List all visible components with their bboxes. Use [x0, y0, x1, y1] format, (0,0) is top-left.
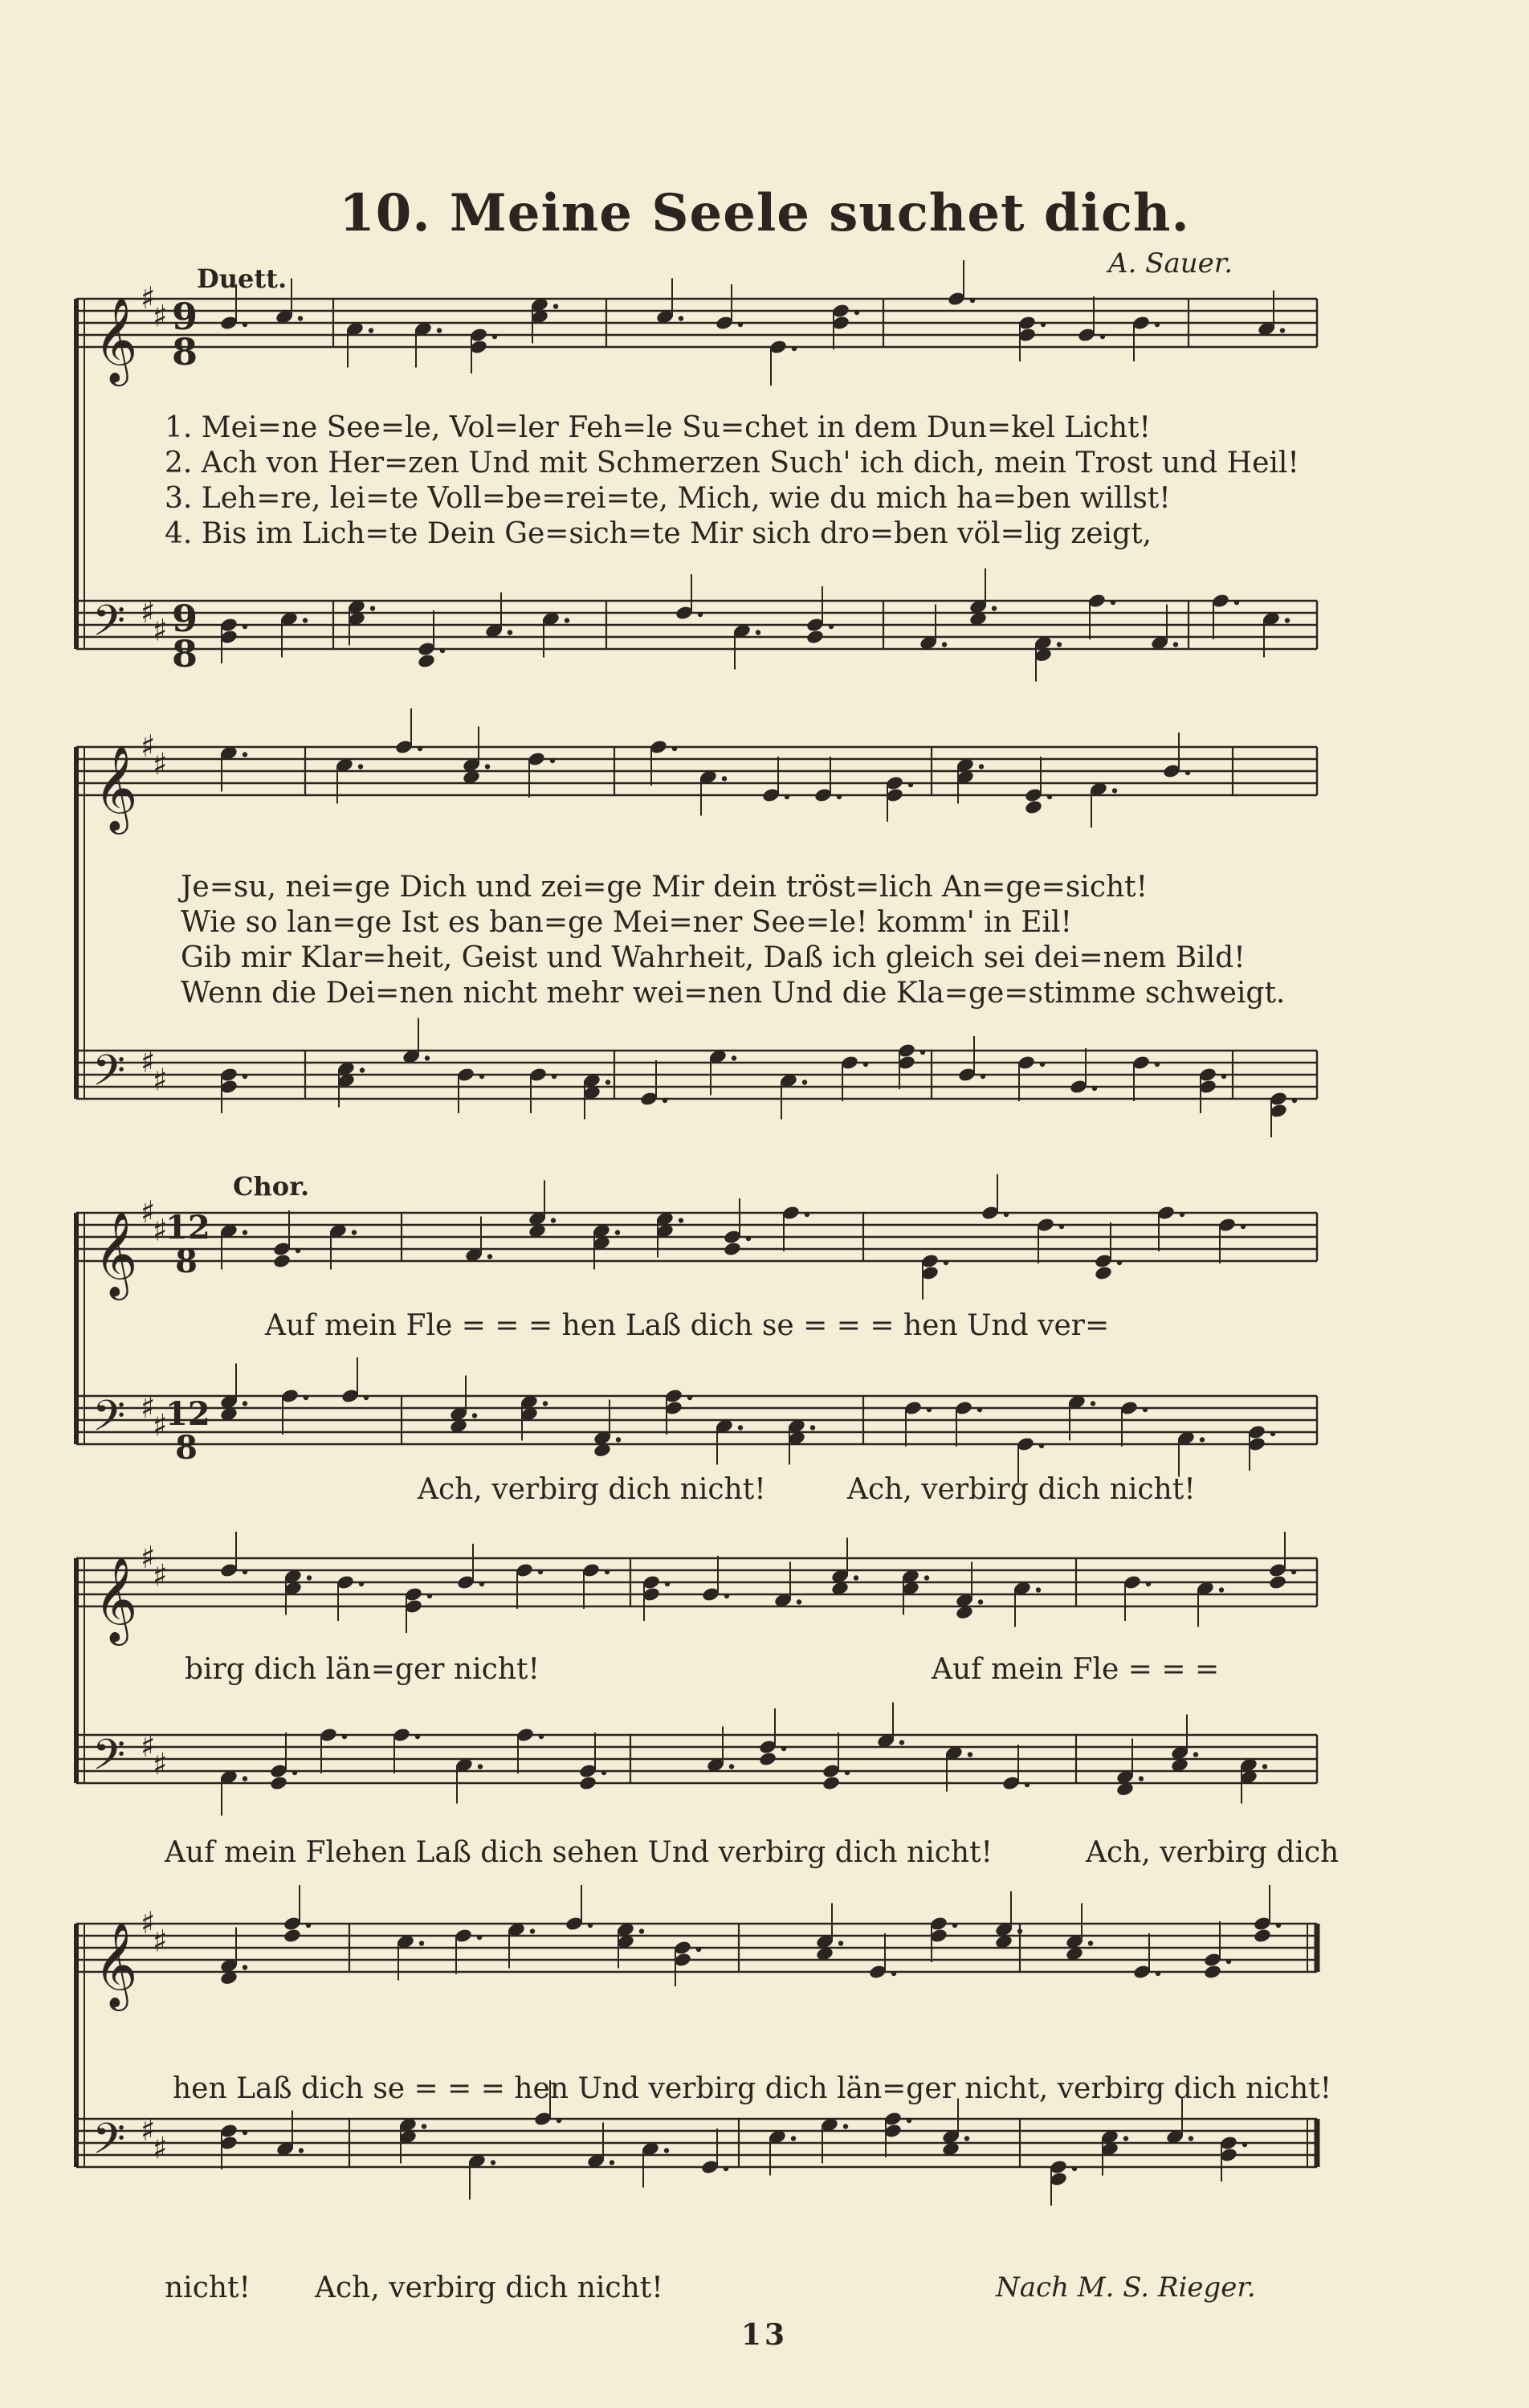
sharp-icon: ♯	[141, 729, 156, 764]
dot	[1004, 1212, 1009, 1217]
note-head	[272, 1253, 292, 1269]
dot	[738, 322, 743, 327]
sharp-icon: ♯	[141, 1540, 156, 1575]
treble-clef-icon: 𝄞	[94, 745, 138, 831]
dot	[944, 1260, 948, 1265]
dot	[551, 1218, 556, 1222]
dot	[588, 1923, 593, 1928]
note-head	[1094, 1265, 1113, 1281]
sharp-icon: ♯	[153, 1212, 168, 1248]
time-signature-bass-1: 9 8	[171, 597, 198, 675]
dot	[838, 1941, 843, 1945]
dot	[724, 2166, 728, 2171]
dot	[679, 1218, 683, 1222]
sharp-icon: ♯	[153, 746, 168, 782]
arranger-credit: Nach M. S. Rieger.	[996, 2271, 1256, 2304]
dot	[530, 1928, 535, 1933]
dot	[292, 1770, 297, 1775]
sharp-icon: ♯	[141, 594, 156, 630]
dot	[479, 1582, 484, 1586]
dot	[1091, 1401, 1095, 1406]
treble-clef-icon: 𝄞	[94, 1210, 138, 1296]
chorus-lyric-system-3-lower-a: Ach, verbirg dich nicht!	[418, 1473, 766, 1506]
dot	[616, 1437, 621, 1442]
bass-clef-icon: 𝄢	[92, 2115, 126, 2174]
dot	[1226, 1959, 1231, 1964]
treble-clef-icon: 𝄞	[94, 1556, 138, 1642]
dot	[664, 2148, 669, 2153]
dot	[891, 1971, 896, 1976]
dot	[1221, 1074, 1226, 1079]
dot	[419, 1941, 424, 1945]
dot	[979, 764, 984, 769]
note-head	[1203, 1964, 1222, 1980]
dot	[243, 1230, 247, 1235]
hymn-title: Meine Seele suchet dich.	[449, 183, 1190, 243]
dot	[899, 1740, 904, 1745]
dot	[243, 752, 247, 757]
note-head	[1024, 799, 1043, 815]
dot	[1100, 334, 1105, 339]
dot	[352, 1230, 357, 1235]
dot	[491, 2160, 495, 2165]
dot	[797, 1599, 801, 1604]
dot	[1025, 1782, 1030, 1787]
dot	[418, 746, 422, 751]
dot	[1072, 2166, 1077, 2171]
dot	[1292, 1098, 1297, 1103]
chorus-lyric-system-5-lower-b: Ach, verbirg dich nicht!	[315, 2271, 663, 2304]
dot	[924, 1575, 929, 1580]
dot	[243, 1569, 247, 1574]
verse-3-line-1: 3. Leh=re, lei=te Voll=be=rei=te, Mich, wie du mich ha=ben willst!	[165, 482, 1171, 515]
dot	[610, 2160, 614, 2165]
dot	[243, 322, 247, 327]
dot	[1111, 600, 1115, 605]
dot	[729, 1764, 734, 1769]
dot	[1193, 1752, 1198, 1757]
dot	[306, 1923, 311, 1928]
dot	[908, 782, 913, 787]
dot	[1041, 322, 1046, 327]
dot	[342, 1734, 347, 1739]
dot	[1017, 1928, 1022, 1933]
dot	[427, 1594, 432, 1598]
sharp-icon: ♯	[141, 1905, 156, 1941]
dot	[907, 2118, 911, 2123]
dot	[942, 642, 947, 647]
dot	[1262, 1764, 1267, 1769]
dot	[552, 1074, 557, 1079]
dot	[1219, 1587, 1224, 1592]
dot	[1234, 600, 1239, 605]
bass-clef-icon: 𝄢	[92, 1392, 126, 1451]
bass-clef-icon: 𝄢	[92, 597, 126, 656]
dot	[440, 648, 445, 653]
verse-4-line-1: 4. Bis im Lich=te Dein Ge=sich=te Mir sich dro=ben völ=lig zeigt,	[165, 517, 1152, 550]
dot	[1039, 1443, 1044, 1448]
verse-2-line-2: Wie so lan=ge Ist es ban=ge Mei=ner See=le! komm' in Eil!	[181, 906, 1072, 939]
dot	[805, 1212, 809, 1217]
dot	[243, 1401, 247, 1406]
dot	[243, 1074, 247, 1079]
dot	[304, 1395, 308, 1400]
sharp-icon: ♯	[153, 612, 168, 648]
dot	[298, 316, 303, 320]
dot	[854, 310, 859, 315]
dot	[1270, 1431, 1275, 1436]
sharp-icon: ♯	[153, 1746, 168, 1782]
dot	[415, 1734, 420, 1739]
dot	[992, 606, 997, 610]
dot	[605, 1080, 610, 1084]
sharp-icon: ♯	[153, 298, 168, 334]
dot	[243, 1965, 247, 1969]
dot	[565, 618, 569, 622]
dot	[553, 304, 558, 308]
note-head	[758, 1751, 777, 1767]
dot	[487, 1254, 492, 1259]
dot	[1242, 2142, 1247, 2147]
note-head	[1253, 1928, 1272, 1944]
dot	[508, 630, 512, 635]
dot	[370, 606, 375, 610]
sharp-icon: ♯	[153, 1062, 168, 1098]
dot	[360, 1067, 365, 1072]
dot	[863, 1062, 868, 1067]
dot	[425, 1055, 430, 1060]
dot	[422, 2124, 426, 2128]
dot	[557, 2118, 561, 2123]
dot	[927, 1407, 932, 1412]
dot	[1155, 322, 1160, 327]
dot	[539, 1734, 544, 1739]
dot	[543, 1401, 548, 1406]
dot	[810, 1425, 815, 1430]
dot	[672, 746, 677, 751]
dot	[1040, 1062, 1045, 1067]
dot	[1112, 788, 1117, 793]
sharp-icon: ♯	[141, 2112, 156, 2148]
dot	[1092, 1086, 1097, 1091]
dot	[738, 1425, 743, 1430]
dot	[1173, 642, 1178, 647]
sharp-icon: ♯	[153, 1923, 168, 1959]
dot	[1146, 1582, 1151, 1586]
dot	[1088, 1941, 1093, 1945]
note-head	[417, 653, 436, 669]
note-head	[269, 1775, 288, 1791]
verse-1-line-2: Je=su, nei=ge Dich und zei=ge Mir dein tröst=lich An=ge=sicht!	[181, 871, 1148, 904]
time-signature-treble-1: 9 8	[171, 295, 198, 373]
note-head	[805, 629, 825, 645]
dot	[1285, 618, 1290, 622]
dot	[307, 1575, 312, 1580]
note-head	[1268, 1574, 1287, 1590]
dot	[854, 1575, 858, 1580]
treble-clef-icon: 𝄞	[94, 1921, 138, 2007]
dot	[479, 1074, 484, 1079]
dot	[981, 1074, 985, 1079]
dot	[1123, 2136, 1128, 2141]
dot	[1139, 1776, 1144, 1781]
dot	[977, 1407, 982, 1412]
section-label-duet: Duett.	[197, 263, 287, 294]
dot	[845, 1770, 850, 1775]
dot	[243, 1776, 247, 1781]
dot	[472, 1413, 477, 1418]
section-label-chorus: Chor.	[233, 1171, 310, 1202]
dot	[679, 316, 683, 320]
time-signature-treble-3: 12 8	[165, 1209, 210, 1280]
dot	[746, 1236, 751, 1241]
sharp-icon: ♯	[153, 1407, 168, 1443]
dot	[538, 1569, 543, 1574]
dot	[1241, 1224, 1246, 1229]
dot	[837, 794, 842, 799]
sharp-icon: ♯	[153, 1557, 168, 1594]
chorus-lyric-system-4-upper-a: birg dich län=ger nicht!	[185, 1653, 540, 1686]
treble-clef-icon: 𝄞	[94, 296, 138, 382]
dot	[605, 1569, 610, 1574]
dot	[920, 1050, 925, 1055]
dot	[724, 1594, 729, 1598]
dot	[1200, 1437, 1205, 1442]
dot	[492, 334, 497, 339]
dot	[369, 328, 373, 333]
dot	[781, 1746, 786, 1751]
dot	[1155, 1062, 1160, 1067]
dot	[485, 764, 490, 769]
dot	[722, 776, 727, 781]
chorus-lyric-system-5-upper: hen Laß dich se = = = hen Und verbirg dich län=ger nicht, verbirg dich nicht!	[173, 2072, 1332, 2105]
dot	[792, 346, 797, 351]
dot	[829, 624, 834, 629]
hymn-number: 10.	[339, 183, 431, 243]
dot	[550, 758, 555, 763]
dot	[843, 2124, 848, 2128]
note-head	[723, 1241, 742, 1257]
dot	[601, 1770, 606, 1775]
dot	[358, 764, 363, 769]
dot	[978, 1599, 983, 1604]
dot	[437, 328, 442, 333]
dot	[477, 1935, 482, 1940]
chorus-lyric-system-3-upper: Auf mein Fle = = = hen Laß dich se = = = hen Und ver=	[265, 1309, 1110, 1342]
dot	[1059, 1224, 1064, 1229]
sharp-icon: ♯	[153, 2130, 168, 2166]
chorus-lyric-system-4-lower-a: Auf mein Flehen Laß dich sehen Und verbirg dich nicht!	[165, 1836, 993, 1869]
chorus-lyric-system-5-lower-a: nicht!	[165, 2271, 251, 2304]
dot	[243, 624, 247, 629]
sharp-icon: ♯	[141, 1194, 156, 1230]
dot	[1189, 2136, 1193, 2141]
sharp-icon: ♯	[141, 1044, 156, 1080]
sharp-icon: ♯	[141, 1390, 156, 1425]
note-head	[822, 1775, 841, 1791]
verse-1-line-1: 1. Mei=ne See=le, Vol=ler Feh=le Su=chet in dem Dun=kel Licht!	[165, 411, 1151, 444]
verse-3-line-2: Gib mir Klar=heit, Geist und Wahrheit, Daß ich gleich sei dei=nem Bild!	[181, 941, 1246, 974]
dot	[364, 1395, 369, 1400]
dot	[1291, 1569, 1296, 1574]
dot	[756, 630, 760, 635]
dot	[299, 2148, 304, 2153]
dot	[1143, 1407, 1148, 1412]
dot	[1036, 1587, 1041, 1592]
dot	[1180, 1212, 1184, 1217]
dot	[791, 2136, 796, 2141]
dot	[1117, 1260, 1122, 1265]
chorus-lyric-system-4-upper-b: Auf mein Fle = = =	[932, 1653, 1220, 1686]
dot	[639, 1928, 644, 1933]
dot	[785, 794, 789, 799]
note-head	[283, 1928, 302, 1944]
dot	[696, 1947, 701, 1952]
note-head	[578, 1775, 597, 1791]
bass-clef-icon: 𝄢	[92, 1047, 126, 1106]
dot	[964, 2136, 969, 2141]
verse-2-line-1: 2. Ach von Her=zen Und mit Schmerzen Such' ich dich, mein Trost und Heil!	[165, 447, 1299, 480]
composer-credit: A. Sauer.	[1108, 247, 1233, 280]
dot	[1185, 770, 1190, 775]
dot	[243, 2130, 247, 2135]
dot	[663, 1098, 667, 1103]
bass-clef-icon: 𝄢	[92, 1731, 126, 1790]
dot	[303, 618, 308, 622]
dot	[687, 1395, 692, 1400]
dot	[970, 298, 975, 303]
dot	[359, 1582, 364, 1586]
sharp-icon: ♯	[141, 280, 156, 316]
dot	[1280, 328, 1285, 333]
dot	[968, 1752, 972, 1757]
dot	[1276, 1923, 1281, 1928]
verse-4-line-2: Wenn die Dei=nen nicht mehr wei=nen Und die Kla=ge=stimme schweigt.	[181, 977, 1286, 1010]
dot	[296, 1248, 300, 1253]
dot	[1057, 642, 1062, 647]
dot	[802, 1080, 807, 1084]
page-number: 13	[740, 2318, 789, 2352]
dot	[615, 1230, 620, 1235]
chorus-lyric-system-4-lower-b: Ach, verbirg dich	[1086, 1836, 1339, 1869]
dot	[1156, 1971, 1160, 1976]
dot	[478, 1764, 483, 1769]
time-signature-bass-3: 12 8	[165, 1395, 210, 1467]
dot	[732, 1055, 736, 1060]
dot	[698, 612, 703, 617]
dot	[665, 1582, 670, 1586]
dot	[952, 1923, 957, 1928]
chorus-lyric-system-3-lower-b: Ach, verbirg dich nicht!	[847, 1473, 1196, 1506]
sharp-icon: ♯	[141, 1728, 156, 1764]
dot	[1047, 794, 1052, 799]
